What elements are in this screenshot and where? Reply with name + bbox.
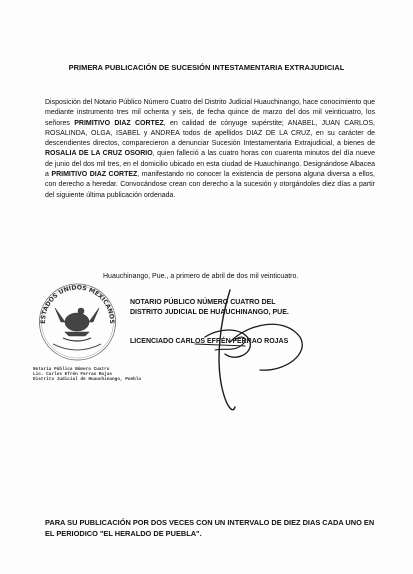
seal-text: ESTADOS UNIDOS MEXICANOS [39,284,116,324]
stamp-line-3: Distrito Judicial de Huauchinango, Puebla [33,377,142,383]
notary-line-2: DISTRITO JUDICIAL DE HUAUCHINANGO, PUE. [130,309,289,316]
body-paragraph [45,98,375,201]
body-name-2: ROSALIA DE LA CRUZ OSORIO [45,150,153,158]
body-name-3: PRIMITIVO DIAZ CORTEZ [51,171,138,179]
official-seal-icon [35,278,120,363]
body-text-2: , en calidad de cónyuge supérstite; ANABEL, JUAN CARLOS, ROSALINDA, OLGA, ISABEL y ANDREA todos de apellidos DIAZ DE LA CRUZ, en su carácter de descendientes directos, comparecieron a denunciar Sucesión Intestamentaria Extrajudicial, a bienes de [45,119,375,148]
stamp-line-1: Notaría Pública Número Cuatro [33,367,110,372]
signer-name: LICENCIADO CARLOS EFRÉN FERRAO ROJAS [130,338,289,345]
date-line: Huauchinango, Pue., a primero de abril de dos mil veinticuatro. [103,273,299,280]
body-text-3: , quien falleció a las cuatro horas con cuarenta minutos del día nueve de junio del dos mil tres, en el domicilio ubicado en esta ciudad de Huauchinango. Designándose Albacea a [45,150,375,179]
body-text-1: Disposición del Notario Público Número Cuatro del Distrito Judicial Huauchinango, hace conocimiento que mediante instrumento tres mil ochenta y seis, de fecha quince de marzo del dos mil veinticuatro, los señores [45,99,375,127]
document-title: PRIMERA PUBLICACIÓN DE SUCESIÓN INTESTAMENTARIA EXTRAJUDICIAL [68,63,345,72]
notary-stamp [33,367,141,383]
stamp-line-2: Lic. Carlos Efrén Ferrao Rojas [33,372,113,378]
handwritten-signature-icon [175,282,315,422]
notary-line-1: NOTARIO PÚBLICO NÚMERO CUATRO DEL [130,299,276,306]
footer-note: PARA SU PUBLICACIÓN POR DOS VECES CON UN INTERVALO DE DIEZ DIAS CADA UNO EN EL PERIODICO "EL HERALDO DE PUEBLA". [45,518,375,538]
body-text-4: , manifestando no conocer la existencia de persona alguna diversa a ellos, con derecho a heredar. Convocándose crean con derecho a la sucesión y otorgándoles diez días a partir del siguiente última publicación ordenada. [45,171,375,199]
body-name-1: PRIMITIVO DIAZ CORTEZ [74,119,164,127]
